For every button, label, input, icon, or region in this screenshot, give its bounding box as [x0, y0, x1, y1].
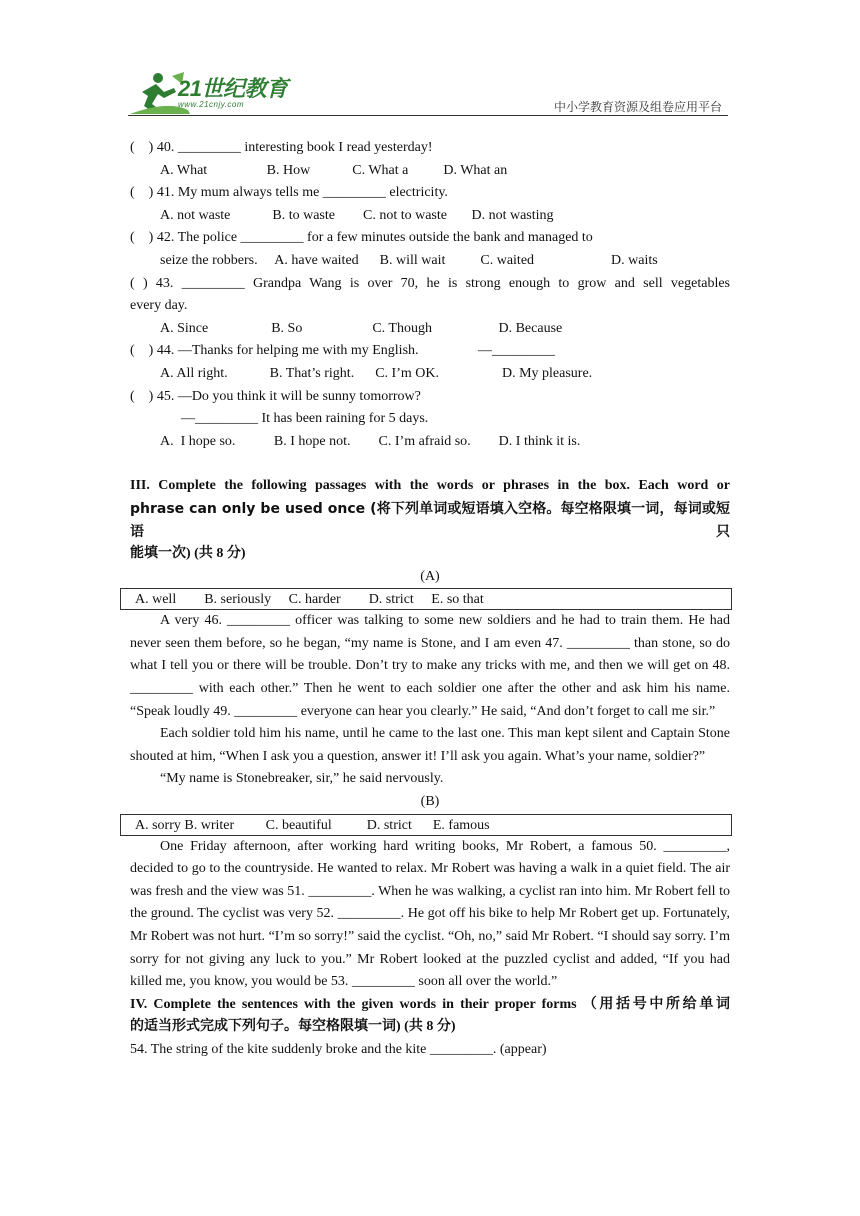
passage-a-paragraph-2: Each soldier told him his name, until he came to the last one. This man kept silent and Captain Stone shouted at him, “When I ask you a question, answer it! I’ll ask you again. What’s your name, soldier?” — [130, 726, 730, 764]
question-40: ( ) 40. _________ interesting book I read yesterday! — [130, 140, 433, 155]
passage-b-word-box: A. sorry B. writer C. beautiful D. strict E. famous — [120, 814, 732, 836]
logo-text: 21世纪教育 — [178, 76, 288, 101]
question-43: ( ) 43. _________ Grandpa Wang is over 70, he is strong enough to grow and sell vegetables — [130, 275, 730, 291]
question-41-options: A. not waste B. to waste C. not to waste D. not wasting — [160, 207, 554, 223]
header-platform-text: 中小学教育资源及组卷应用平台 — [553, 100, 722, 114]
question-43-options: A. Since B. So C. Though D. Because — [160, 320, 563, 336]
logo-url: www.21cnjy.com — [178, 100, 244, 109]
section-4-title-1: IV. Complete the sentences with the given words in their proper forms （用括号中所给单词 — [130, 996, 730, 1012]
section-3-title-1: III. Complete the following passages with the words or phrases in the box. Each word or — [130, 478, 730, 494]
question-45-options: A. I hope so. B. I hope not. C. I’m afraid so. D. I think it is. — [160, 433, 581, 449]
document-body — [130, 137, 730, 1062]
question-42-options: seize the robbers. A. have waited B. will wait C. waited D. waits — [160, 252, 658, 268]
page-header — [128, 70, 728, 118]
question-44: ( ) 44. —Thanks for helping me with my English. —_________ — [130, 343, 556, 359]
question-40-options: A. What B. How C. What a D. What an — [160, 162, 508, 178]
header-divider — [128, 115, 728, 116]
passage-a-paragraph-3: “My name is Stonebreaker, sir,” he said nervously. — [160, 771, 444, 787]
question-42: ( ) 42. The police _________ for a few minutes outside the bank and managed to — [130, 230, 593, 246]
section-3-title-2: phrase can only be used once (将下列单词或短语填入空格。每空格限填一词，每词或短语只 — [130, 500, 730, 540]
passage-a-word-box: A. well B. seriously C. harder D. strict E. so that — [120, 588, 732, 610]
passage-b-label: (B) — [420, 794, 440, 810]
question-45: ( ) 45. —Do you think it will be sunny tomorrow? — [130, 388, 421, 404]
question-43-cont: every day. — [130, 298, 188, 314]
section-3-title-3: 能填一次) (共 8 分) — [130, 546, 246, 562]
question-54: 54. The string of the kite suddenly broke and the kite _________. (appear) — [130, 1041, 547, 1057]
section-4-title-2: 的适当形式完成下列句子。每空格限填一词) (共 8 分) — [130, 1019, 456, 1035]
question-41: ( ) 41. My mum always tells me _________ electricity. — [130, 185, 448, 201]
question-45-cont: —_________ It has been raining for 5 days. — [160, 411, 429, 427]
question-44-options: A. All right. B. That’s right. C. I’m OK. D. My pleasure. — [160, 365, 593, 381]
passage-a-paragraph-1: A very 46. _________ officer was talking to some new soldiers and he had to train them. He had never seen them before, so he began, “my name is Stone, and I am even 47. _________ than stone, so do what I tell you or there will be trouble. Don’t try to make any tricks with me, and then we will get on 48. _________ with each other.” Then he went to each soldier one after the other and ask him his name. “Speak loudly 49. _________ everyone can hear you clearly.” He said, “And don’t forget to call me sir.” — [130, 613, 730, 719]
passage-a-label: (A) — [420, 568, 440, 584]
passage-b-paragraph-1: One Friday afternoon, after working hard writing books, Mr Robert, a famous 50. _________, decided to go to the countryside. He wanted to relax. Mr Robert was having a walk in a quiet field. The air was fresh and the view was 51. _________. When he was walking, a cyclist ran into him. Mr Robert fell to the ground. The cyclist was very 52. _________. He got off his bike to help Mr Robert get up. Fortunately, Mr Robert was not hurt. “I’m so sorry!” said the cyclist. “Oh, no,” said Mr Robert. “I should say sorry. I’m sorry for not giving any luck to you.” Mr Robert looked at the puzzled cyclist and added, “If you had killed me, you know, you would be 53. _________ soon all over the world.” — [130, 838, 730, 990]
